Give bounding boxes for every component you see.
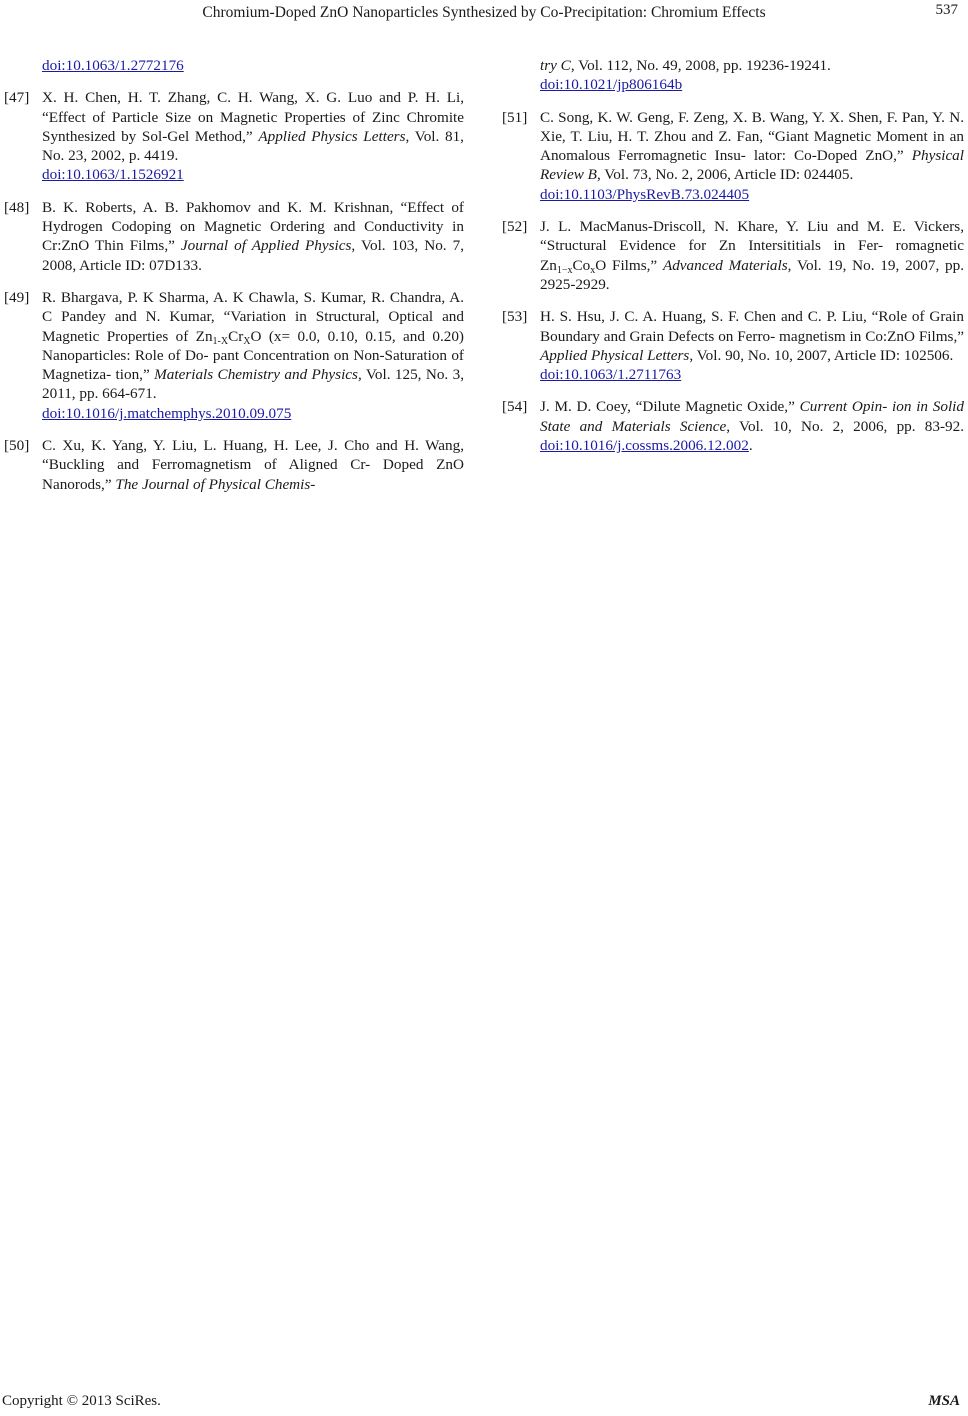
journal-title: Physical Review B — [540, 147, 964, 184]
reference-number: [47] — [4, 89, 30, 107]
page-footer — [0, 1393, 968, 1415]
reference-text: B. K. Roberts, A. B. Pakhomov and K. M. Krishnan, “Effect of Hydrogen Codoping on Magnetic Ordering and Conductivity in Cr:ZnO Thin Films,” Journal of Applied Physics, Vol. 103, No. 7, 2008, Article ID: 07D133. — [42, 198, 465, 274]
reference-50 — [4, 436, 464, 494]
doi-link[interactable]: doi:10.1063/1.1526921 — [42, 166, 184, 184]
reference-text: C. Song, K. W. Geng, F. Zeng, X. B. Wang, Y. X. Shen, F. Pan, Y. N. Xie, T. Liu, H. T. Zhou and Z. Fan, “Giant Magnetic Moment in an Anomalous Ferromagnetic Insu- lator: Co-Doped ZnO,” Physical Review B, Vol. 73, No. 2, 2006, Article ID: 024405. doi:10.1103/PhysRevB.73.024405 — [540, 108, 964, 203]
journal-title: Applied Physical Letters — [540, 346, 690, 364]
page-number: 537 — [935, 2, 958, 18]
reference-continuation — [4, 56, 464, 75]
reference-49 — [4, 288, 464, 423]
doi-link[interactable]: doi:10.1016/j.cossms.2006.12.002 — [540, 437, 749, 455]
doi-link[interactable]: doi:10.1063/1.2772176 — [42, 57, 184, 74]
reference-continuation: try C, Vol. 112, No. 49, 2008, pp. 19236-19241. doi:10.1021/jp806164b — [540, 57, 831, 94]
doi-link[interactable]: doi:10.1016/j.matchemphys.2010.09.075 — [42, 404, 292, 422]
reference-48 — [4, 198, 464, 275]
reference-47 — [4, 88, 464, 184]
reference-number: [51] — [502, 108, 528, 126]
reference-text: H. S. Hsu, J. C. A. Huang, S. F. Chen and C. P. Liu, “Role of Grain Boundary and Grain Defects on Ferro- magnetism in Co:ZnO Films,” Applied Physical Letters, Vol. 90, No. 10, 2007, Article ID: 102506. doi:10.1063/1.2711763 — [540, 308, 964, 384]
reference-number: [52] — [502, 218, 528, 236]
doi-link[interactable]: doi:10.1021/jp806164b — [540, 76, 683, 94]
reference-52 — [502, 217, 964, 294]
journal-title: Journal of Applied Physics — [180, 237, 352, 255]
journal-title: Current Opin- ion in Solid State and Materials Science — [540, 398, 964, 435]
running-header — [0, 0, 968, 24]
reference-51 — [502, 108, 964, 204]
doi-link[interactable]: doi:10.1063/1.2711763 — [540, 366, 682, 384]
reference-number: [53] — [502, 308, 528, 326]
reference-number: [54] — [502, 398, 528, 416]
reference-53 — [502, 307, 964, 384]
reference-text: R. Bhargava, P. K Sharma, A. K Chawla, S. Kumar, R. Chandra, A. C Pandey and N. Kumar, “Variation in Structural, Optical and Magnetic Properties of $Zn_{1-X}Cr_XO$ (x= 0.0, 0.10, 0.15, and 0.20) Nanoparticles: Role of Do- pant Concentration on Non-Saturation of Magnetiza- tion,” Materials Chemistry and Physics, Vol. 125, No. 3, 2011, pp. 664-671. doi:10.1016/j.matchemphys.2010.09.075 — [42, 288, 465, 422]
journal-title: Advanced Materials — [662, 256, 788, 274]
journal-title: The Journal of Physical Chemis- — [115, 475, 316, 493]
copyright-notice: Copyright © 2013 SciRes. — [2, 1393, 161, 1409]
journal-title: try C — [540, 57, 571, 74]
reference-text: C. Xu, K. Yang, Y. Liu, L. Huang, H. Lee, J. Cho and H. Wang, “Buckling and Ferromagnetism of Aligned Cr- Doped ZnO Nanorods,” The Journal of Physical Chemis- — [42, 437, 464, 493]
journal-title: Materials Chemistry and Physics — [154, 366, 358, 384]
reference-text: J. M. D. Coey, “Dilute Magnetic Oxide,” Current Opin- ion in Solid State and Materials Science, Vol. 10, No. 2, 2006, pp. 83-92. doi:10.1016/j.cossms.2006.12.002. — [540, 398, 964, 455]
journal-abbreviation: MSA — [928, 1393, 960, 1409]
reference-text: J. L. MacManus-Driscoll, N. Khare, Y. Liu and M. E. Vickers, “Structural Evidence for Zn Intersititials in Fer- romagnetic $Zn_{1-x}Co_xO$ Films,” Advanced Materials, Vol. 19, No. 19, 2007, pp. 2925-2929. — [540, 218, 965, 293]
reference-54 — [502, 397, 964, 455]
running-title: Chromium-Doped ZnO Nanoparticles Synthesized by Co-Precipitation: Chromium Effects — [202, 4, 766, 21]
references-right-column — [502, 56, 964, 468]
references-left-column — [4, 56, 464, 507]
journal-title: Applied Physics Letters — [258, 127, 406, 145]
doi-link[interactable]: doi:10.1103/PhysRevB.73.024405 — [540, 185, 750, 203]
reference-number: [48] — [4, 198, 30, 216]
reference-number: [50] — [4, 437, 30, 455]
reference-number: [49] — [4, 288, 30, 306]
reference-text: X. H. Chen, H. T. Zhang, C. H. Wang, X. G. Luo and P. H. Li, “Effect of Particle Size on Magnetic Properties of Zinc Chromite Synthesized by Sol-Gel Method,” Applied Physics Letters, Vol. 81, No. 23, 2002, p. 4419. doi:10.1063/1.1526921 — [42, 89, 464, 184]
